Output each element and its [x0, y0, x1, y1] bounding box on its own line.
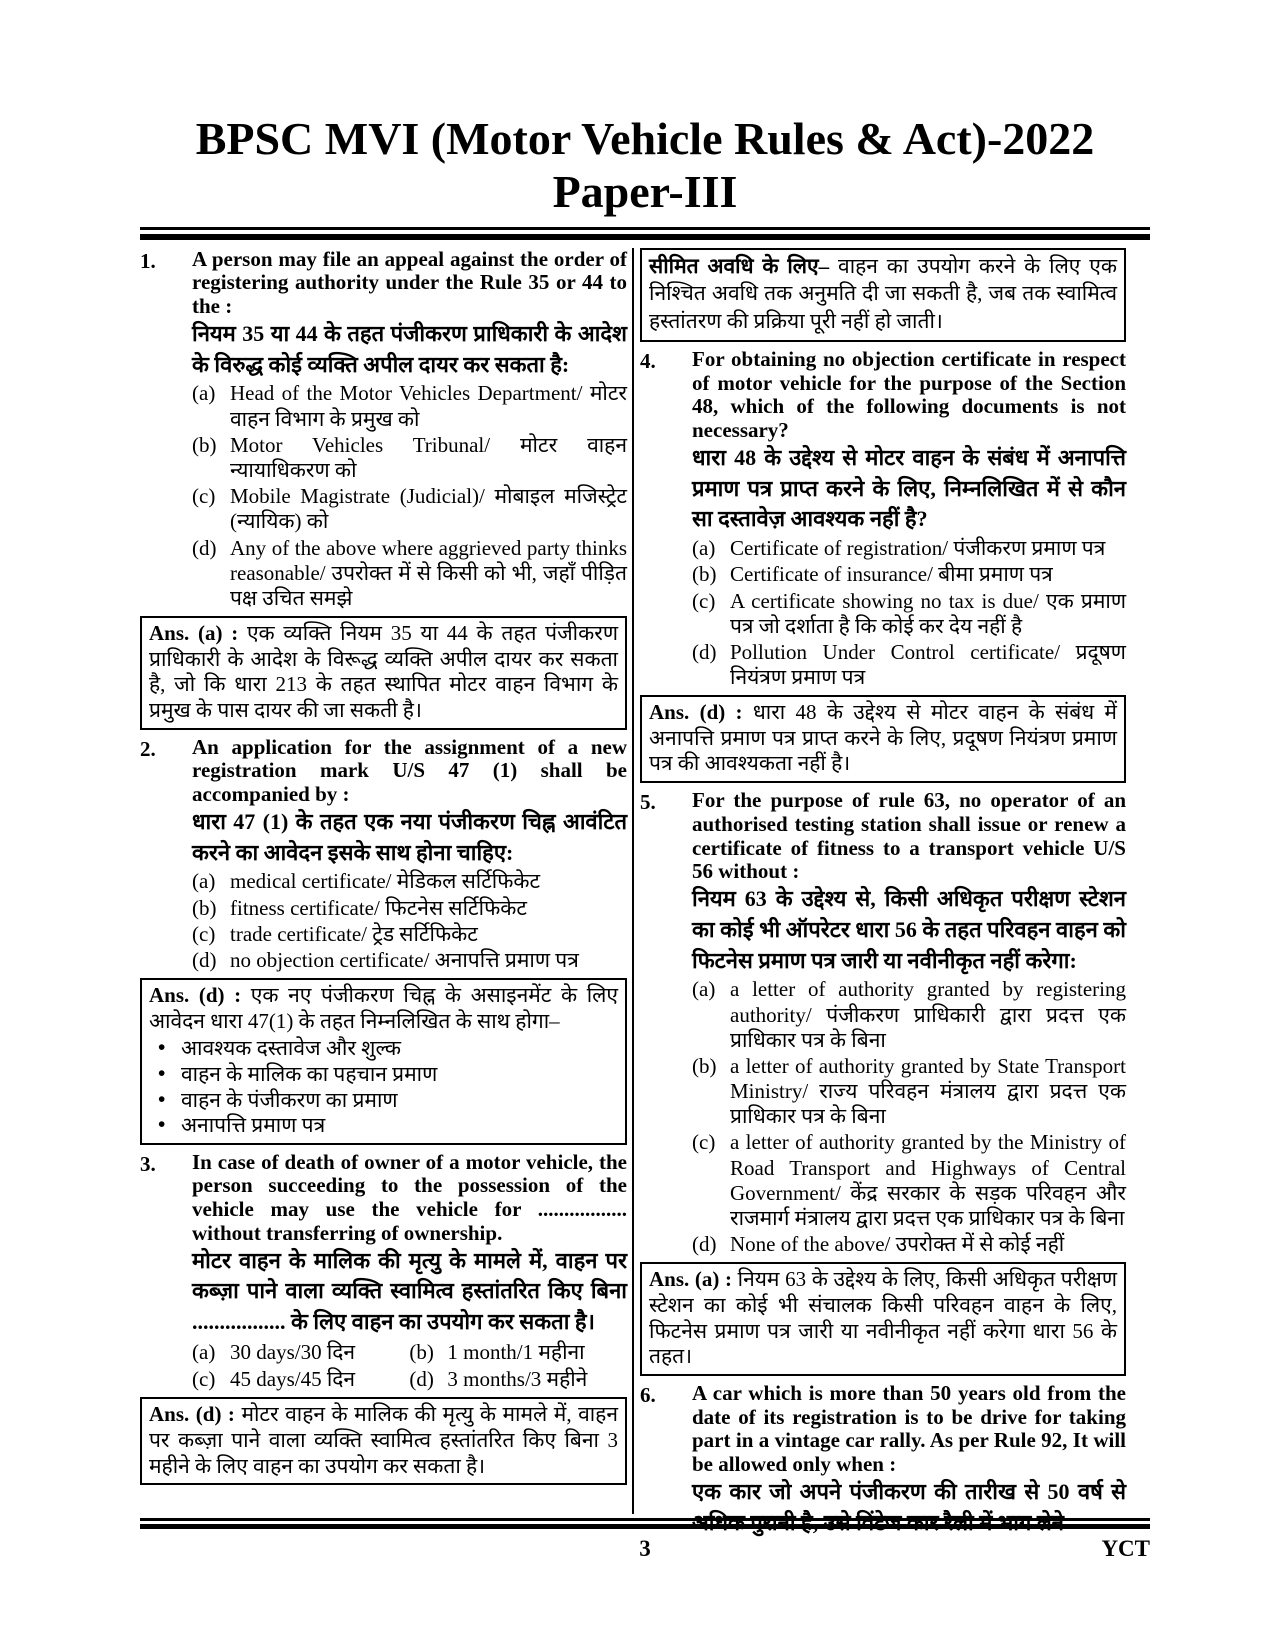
question-2-option-d: (d) no objection certificate/ अनापत्ति प्रमाण पत्र	[192, 947, 579, 972]
question-5-option-c: (c) a letter of authority granted by the Ministry of Road Transport and Highways of Central Government/ केंद्र सरकार के सड़क परिवहन और राजमार्ग मंत्रालय द्वारा प्रदत्त एक प्राधिकार पत्र के बिना	[692, 1130, 1126, 1231]
question-4-number: 4.	[640, 348, 656, 373]
question-1-option-b: (b) Motor Vehicles Tribunal/ मोटर वाहन न्यायाधिकरण को	[192, 432, 627, 483]
question-4-option-d: (d) Pollution Under Control certificate/ प्रदूषण नियंत्रण प्रमाण पत्र	[692, 639, 1126, 690]
answer-1-label: Ans. (a) :	[149, 621, 239, 646]
header-rule	[140, 227, 1150, 240]
question-4-option-b: (b) Certificate of insurance/ बीमा प्रमाण पत्र	[692, 562, 1053, 587]
question-2-number: 2.	[140, 736, 156, 761]
question-6	[640, 1382, 1126, 1538]
answer-2-bullet: • वाहन के मालिक का पहचान प्रमाण	[149, 1062, 618, 1088]
question-4-stem-hi: धारा 48 के उद्देश्य से मोटर वाहन के संबंध में अनापत्ति प्रमाण पत्र प्राप्त करने के लिए, निम्नलिखित में से कौन सा दस्तावेज़ आवश्यक नहीं है?	[692, 444, 1126, 532]
question-1	[140, 248, 627, 611]
answer-4-text: धारा 48 के उद्देश्य से मोटर वाहन के संबंध में अनापत्ति प्रमाण पत्र प्राप्त करने के लिए, प्रदूषण नियंत्रण प्रमाण पत्र की आवश्यकता नहीं है।	[649, 700, 1117, 776]
answer-1-text: एक व्यक्ति नियम 35 या 44 के तहत पंजीकरण प्राधिकारी के आदेश के विरूद्ध व्यक्ति अपील दायर कर सकता है, जो कि धारा 213 के तहत स्थापित मोटर वाहन विभाग के प्रमुख के पास दायर की जा सकती है।	[149, 621, 619, 722]
page-title-line1: BPSC MVI (Motor Vehicle Rules & Act)-2022	[195, 113, 1095, 164]
question-5-stem-hi: नियम 63 के उद्देश्य से, किसी अधिकृत परीक्षण स्टेशन का कोई भी ऑपरेटर धारा 56 के तहत परिवहन वाहन को फिटनेस प्रमाण पत्र जारी या नवीनीकृत नहीं करेगा:	[692, 885, 1126, 973]
answer-5-text: नियम 63 के उद्देश्य के लिए, किसी अधिकृत परीक्षण स्टेशन का कोई भी संचालक किसी परिवहन वाहन के लिए, फिटनेस प्रमाण पत्र जारी या नवीनीकृत नहीं करेगा धारा 56 के तहत।	[649, 1267, 1117, 1369]
answer-box-1	[140, 616, 627, 729]
question-1-option-d: (d) Any of the above where aggrieved party thinks reasonable/ उपरोक्त में से किसी को भी, जहाँ पीड़ित पक्ष उचित समझे	[192, 535, 627, 610]
question-3-option-d: (d) 3 months/3 महीने	[409, 1367, 588, 1392]
continued-answer-text: वाहन का उपयोग करने के लिए एक निश्चित अवधि तक अनुमति दी जा सकती है, जब तक स्वामित्व हस्तांतरण की प्रक्रिया पूरी नहीं हो जाती।	[649, 253, 1118, 334]
question-5-option-d: (d) None of the above/ उपरोक्त में से कोई नहीं	[692, 1232, 1065, 1257]
right-column	[640, 248, 1150, 1535]
publisher-mark: YCT	[1101, 1536, 1150, 1561]
answer-3-text: मोटर वाहन के मालिक की मृत्यु के मामले में, वाहन पर कब्ज़ा पाने वाला व्यक्ति स्वामित्व हस्तांतरित किए बिना 3 महीने के लिए वाहन का उपयोग कर सकता है।	[149, 1402, 618, 1478]
question-6-stem-en: A car which is more than 50 years old from the date of its registration is to be drive for taking part in a vintage car rally. As per Rule 92, It will be allowed only when :	[692, 1380, 1126, 1477]
footer-rule	[140, 1518, 1150, 1529]
question-3-option-a: (a) 30 days/30 दिन	[192, 1340, 356, 1365]
answer-3-label: Ans. (d) :	[149, 1402, 235, 1427]
question-2-option-c: (c) trade certificate/ ट्रेड सर्टिफिकेट	[192, 921, 478, 946]
continued-answer-box	[640, 248, 1126, 342]
answer-box-5	[640, 1262, 1126, 1375]
answer-box-4	[640, 695, 1126, 783]
question-1-option-a: (a) Head of the Motor Vehicles Department/ मोटर वाहन विभाग के प्रमुख को	[192, 381, 627, 431]
question-2-stem-hi: धारा 47 (1) के तहत एक नया पंजीकरण चिह्न आवंटित करने का आवेदन इसके साथ होना चाहिए:	[192, 808, 627, 865]
question-5-option-b: (b) a letter of authority granted by State Transport Ministry/ राज्य परिवहन मंत्रालय द्वारा प्रदत्त एक प्राधिकार पत्र के बिना	[692, 1053, 1126, 1129]
question-3-stem-hi: मोटर वाहन के मालिक की मृत्यु के मामले में, वाहन पर कब्ज़ा पाने वाला व्यक्ति स्वामित्व हस्तांतरित किए बिना ................. के लिए वाहन का उपयोग कर सकता है।	[192, 1247, 627, 1335]
question-2-option-a: (a) medical certificate/ मेडिकल सर्टिफिकेट	[192, 869, 541, 894]
left-column	[140, 248, 627, 1514]
two-column-body	[140, 240, 1150, 1535]
question-4-stem-en: For obtaining no objection certificate in respect of motor vehicle for the purpose of the Section 48, which of the following documents is not necessary?	[692, 346, 1126, 443]
question-2-option-b: (b) fitness certificate/ फिटनेस सर्टिफिकेट	[192, 895, 527, 920]
answer-2-label: Ans. (d) :	[149, 983, 242, 1008]
question-5-stem-en: For the purpose of rule 63, no operator of an authorised testing station shall issue or renew a certificate of fitness to a transport vehicle U/S 56 without :	[692, 788, 1126, 884]
question-2	[140, 736, 627, 974]
question-5	[640, 789, 1126, 1257]
question-6-stem-hi: एक कार जो अपने पंजीकरण की तारीख से 50 वर्ष से अधिक पुरानी है, उसे विंटेज कार रैली में भाग लेने	[692, 1478, 1126, 1535]
question-4	[640, 348, 1126, 690]
question-3-stem-en: In case of death of owner of a motor vehicle, the person succeeding to the possession of the vehicle may use the vehicle for ................. without transferring of ownership.	[192, 1149, 627, 1245]
answer-4-label: Ans. (d) :	[649, 700, 743, 725]
question-1-stem-hi: नियम 35 या 44 के तहत पंजीकरण प्राधिकारी के आदेश के विरुद्ध कोई व्यक्ति अपील दायर कर सकता है:	[192, 320, 627, 377]
column-divider	[632, 248, 634, 1514]
continued-answer-lead: सीमित अवधि के लिए–	[649, 253, 830, 278]
page-number: 3	[639, 1536, 651, 1561]
question-3-option-b: (b) 1 month/1 महीना	[409, 1340, 585, 1365]
question-4-option-a: (a) Certificate of registration/ पंजीकरण प्रमाण पत्र	[692, 536, 1106, 561]
answer-2-bullet-list	[149, 1036, 618, 1138]
question-1-number: 1.	[140, 248, 156, 273]
question-6-number: 6.	[640, 1382, 656, 1407]
question-3-option-c: (c) 45 days/45 दिन	[192, 1367, 356, 1392]
answer-box-3	[140, 1397, 627, 1485]
question-3-options	[192, 1338, 627, 1392]
page-title-line2: Paper-III	[552, 166, 738, 218]
page-footer	[140, 1529, 1150, 1562]
question-2-stem-en: An application for the assignment of a new registration mark U/S 47 (1) shall be accompanied by :	[192, 734, 627, 807]
question-4-option-c: (c) A certificate showing no tax is due/ एक प्रमाण पत्र जो दर्शाता है कि कोई कर देय नहीं है	[692, 588, 1126, 638]
question-3	[140, 1151, 627, 1393]
answer-box-2	[140, 978, 627, 1145]
answer-2-intro: एक नए पंजीकरण चिह्न के असाइनमेंट के लिए आवेदन धारा 47(1) के तहत निम्नलिखित के साथ होगा–	[149, 983, 618, 1033]
question-5-number: 5.	[640, 790, 656, 815]
question-1-stem-en: A person may file an appeal against the order of registering authority under the Rule 35 or 44 to the :	[192, 246, 627, 319]
question-1-option-c: (c) Mobile Magistrate (Judicial)/ मोबाइल मजिस्ट्रेट (न्यायिक) को	[192, 484, 627, 534]
answer-5-label: Ans. (a) :	[649, 1267, 733, 1292]
answer-2-bullet: • अनापत्ति प्रमाण पत्र	[149, 1113, 618, 1139]
question-5-option-a: (a) a letter of authority granted by registering authority/ पंजीकरण प्राधिकारी द्वारा प्रदत्त एक प्राधिकार पत्र के बिना	[692, 977, 1126, 1052]
answer-2-bullet: • वाहन के पंजीकरण का प्रमाण	[149, 1088, 618, 1114]
question-3-number: 3.	[140, 1151, 156, 1176]
answer-2-bullet: • आवश्यक दस्तावेज और शुल्क	[149, 1036, 618, 1062]
